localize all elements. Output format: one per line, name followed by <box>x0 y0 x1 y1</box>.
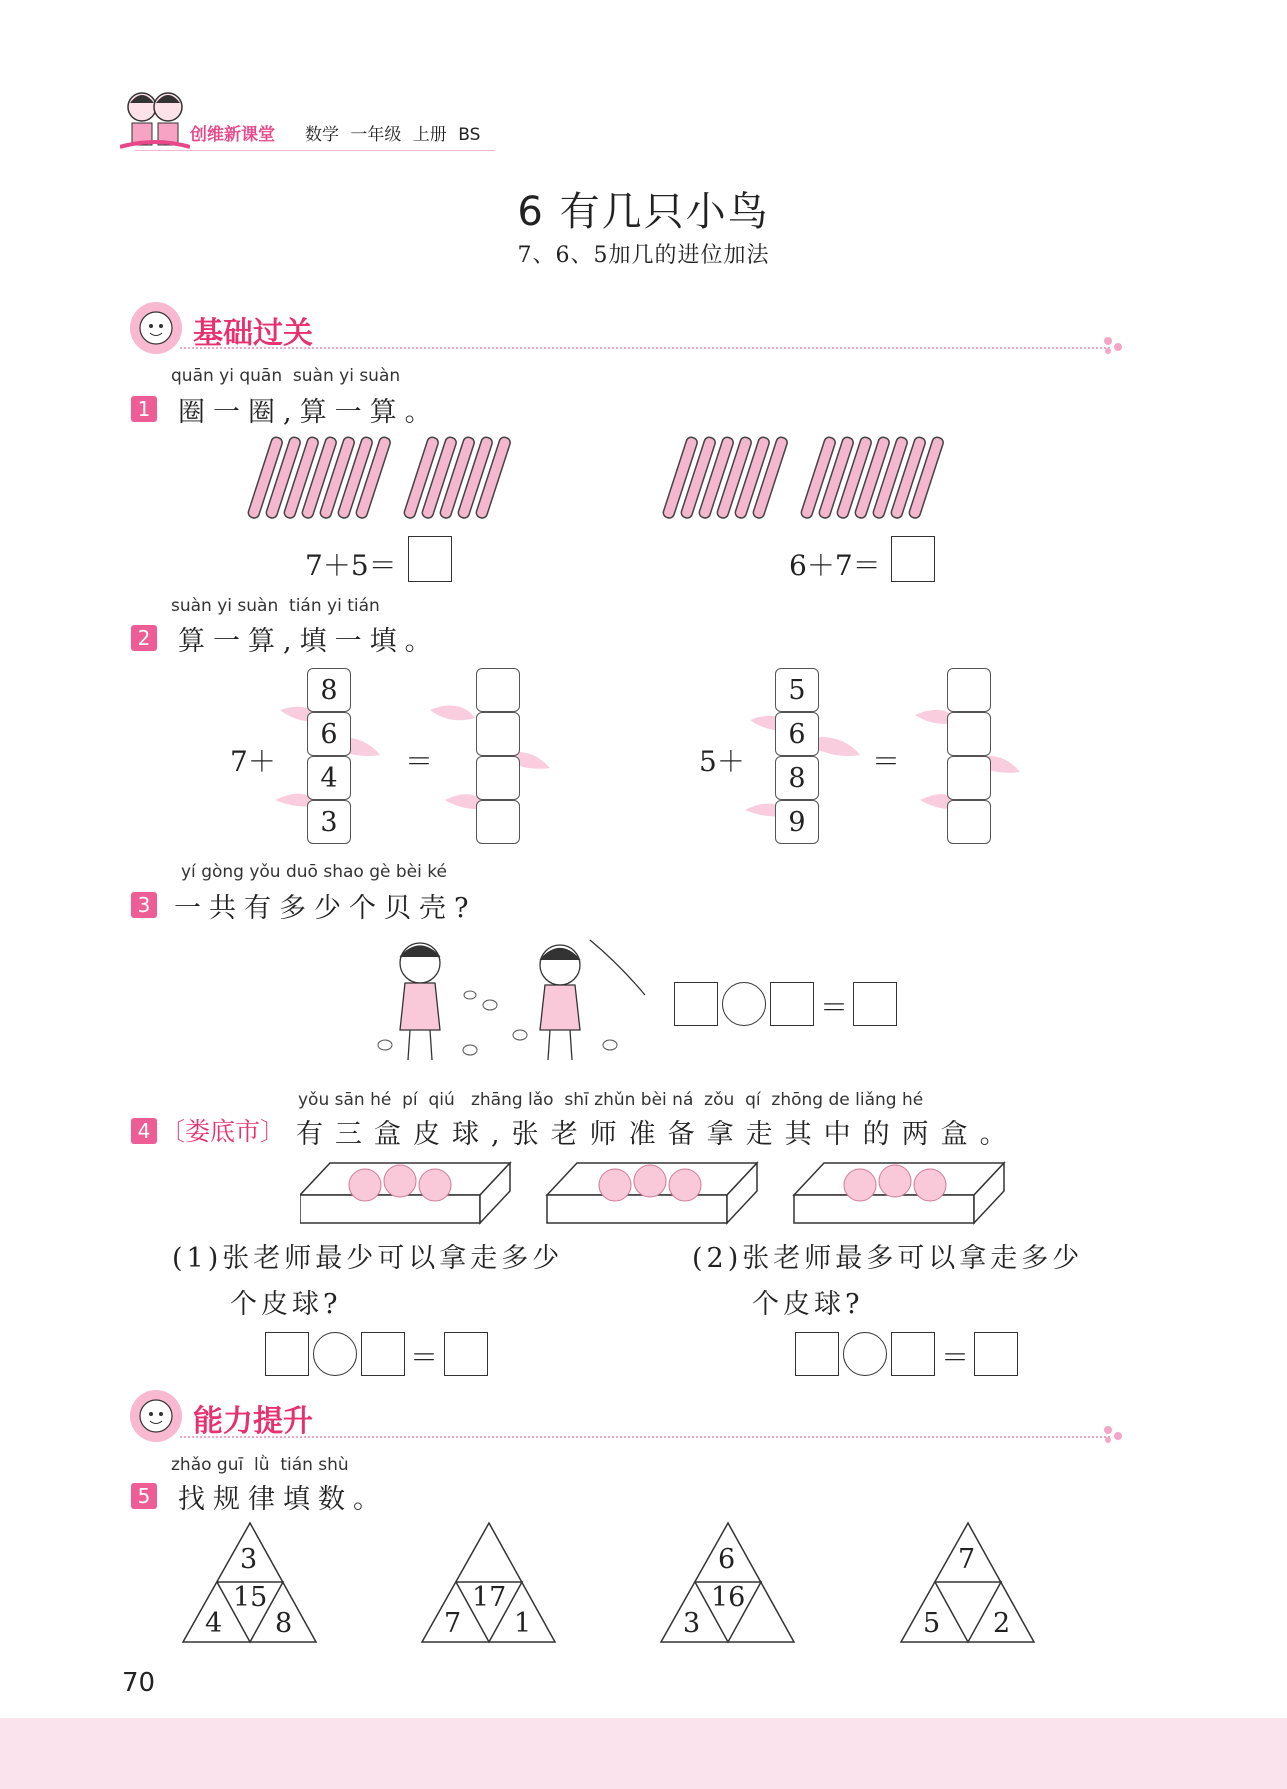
q1-text: 圈一圈,算一算。 <box>178 397 440 428</box>
bamboo-answer-segment[interactable] <box>476 756 520 800</box>
bamboo-segment: 5 <box>775 668 819 712</box>
q2-right-prefix: 5＋ <box>699 745 745 778</box>
mascot-kids-logo <box>120 85 190 155</box>
number-triangle-3 <box>658 1520 803 1645</box>
q4-2-result-box[interactable] <box>974 1332 1018 1376</box>
q1-equation-right: 6＋7＝ <box>789 549 881 582</box>
bamboo-segment: 3 <box>307 800 351 844</box>
number-triangle-1 <box>180 1520 325 1645</box>
lesson-title: 6 有几只小鸟 <box>517 189 770 235</box>
q4-sub2-line1: (2)张老师最多可以拿走多少 <box>692 1243 1084 1274</box>
q4-sub1-line1: (1)张老师最少可以拿走多少 <box>172 1243 564 1274</box>
bamboo-segment: 9 <box>775 800 819 844</box>
q2-right-answer-bamboo <box>947 668 991 844</box>
triangle-center-number[interactable]: 16 <box>711 1582 746 1613</box>
triangle-right-number[interactable]: 2 <box>993 1608 1011 1639</box>
q3-box-2[interactable] <box>770 982 814 1026</box>
q1-number: 1 <box>131 396 157 422</box>
q2-right-equals: ＝ <box>872 745 901 778</box>
q4-text: 有三盒皮球,张老师准备拿走其中的两盒。 <box>296 1119 1019 1150</box>
triangle-outline <box>898 1520 1043 1645</box>
counting-sticks-7-5 <box>245 432 575 528</box>
q4-1-equals: ＝ <box>410 1341 439 1374</box>
q4-2-operator-circle[interactable] <box>843 1332 887 1376</box>
footer-band <box>0 1718 1287 1789</box>
triangle-left-number[interactable]: 7 <box>444 1608 462 1639</box>
q5-number: 5 <box>131 1483 157 1509</box>
subject-label: 数学 一年级 上册 BS <box>305 125 481 145</box>
q4-1-box-1[interactable] <box>265 1332 309 1376</box>
q4-2-box-2[interactable] <box>891 1332 935 1376</box>
q4-sub1-line2: 个皮球? <box>230 1289 342 1320</box>
q2-left-prefix: 7＋ <box>230 745 276 778</box>
q3-equals: ＝ <box>820 991 849 1024</box>
triangle-left-number[interactable]: 4 <box>205 1608 223 1639</box>
q2-right-bamboo <box>775 668 819 844</box>
bamboo-segment: 6 <box>775 712 819 756</box>
q5-text: 找规律填数。 <box>178 1484 388 1515</box>
q1-answer-box-left[interactable] <box>408 536 452 582</box>
q1-answer-box-right[interactable] <box>891 536 935 582</box>
q5-pinyin: zhǎo guī lǜ tián shù <box>171 1455 349 1475</box>
ball-boxes-illustration <box>300 1155 1010 1227</box>
q4-2-equals: ＝ <box>941 1341 970 1374</box>
bamboo-segment: 4 <box>307 756 351 800</box>
triangle-top-number[interactable]: 3 <box>240 1544 258 1575</box>
bamboo-answer-segment[interactable] <box>476 668 520 712</box>
section-divider <box>180 1436 1110 1438</box>
q4-source-tag: 〔娄底市〕 <box>160 1117 286 1146</box>
q4-1-box-2[interactable] <box>361 1332 405 1376</box>
bamboo-answer-segment[interactable] <box>947 756 991 800</box>
triangle-center-number[interactable]: 15 <box>233 1582 268 1613</box>
header-divider <box>135 150 495 151</box>
q1-pinyin: quān yi quān suàn yi suàn <box>171 366 401 386</box>
bamboo-segment: 8 <box>307 668 351 712</box>
bamboo-answer-segment[interactable] <box>947 668 991 712</box>
q3-number: 3 <box>131 892 157 918</box>
bamboo-answer-segment[interactable] <box>947 712 991 756</box>
brand-name: 创维新课堂 <box>190 125 275 145</box>
q4-number: 4 <box>131 1118 157 1144</box>
page-number: 70 <box>122 1668 156 1698</box>
q3-pinyin: yí gòng yǒu duō shao gè bèi ké <box>181 862 447 882</box>
bamboo-answer-segment[interactable] <box>476 800 520 844</box>
section-title-advanced: 能力提升 <box>193 1404 313 1439</box>
q4-2-box-1[interactable] <box>795 1332 839 1376</box>
q3-box-1[interactable] <box>674 982 718 1026</box>
decor-dots-icon <box>1100 333 1130 357</box>
q2-left-answer-bamboo <box>476 668 520 844</box>
section-divider <box>180 347 1110 349</box>
q3-text: 一共有多少个贝壳? <box>174 893 477 924</box>
triangle-right-number[interactable]: 8 <box>275 1608 293 1639</box>
triangle-right-number[interactable]: 1 <box>514 1608 532 1639</box>
q4-1-result-box[interactable] <box>444 1332 488 1376</box>
q1-equation-left: 7＋5＝ <box>305 549 397 582</box>
q2-left-equals: ＝ <box>405 745 434 778</box>
triangle-top-number[interactable]: 7 <box>958 1544 976 1575</box>
triangle-center-number[interactable]: 17 <box>472 1582 507 1613</box>
number-triangle-4 <box>898 1520 1043 1645</box>
bamboo-segment: 6 <box>307 712 351 756</box>
q4-1-operator-circle[interactable] <box>313 1332 357 1376</box>
girls-collecting-shells-illustration <box>370 935 650 1070</box>
triangle-left-number[interactable]: 3 <box>683 1608 701 1639</box>
bamboo-answer-segment[interactable] <box>947 800 991 844</box>
q2-number: 2 <box>131 625 157 651</box>
counting-sticks-6-7 <box>660 432 1010 528</box>
q3-result-box[interactable] <box>853 982 897 1026</box>
decor-dots-icon <box>1100 1422 1130 1446</box>
q2-pinyin: suàn yi suàn tián yi tián <box>171 596 380 616</box>
q2-text: 算一算,填一填。 <box>178 626 440 657</box>
section-mascot-icon <box>128 1388 184 1444</box>
q4-pinyin: yǒu sān hé pí qiú zhāng lǎo shī zhǔn bèi ná zǒu qí zhōng de liǎng hé <box>298 1090 924 1110</box>
triangle-top-number[interactable]: 6 <box>718 1544 736 1575</box>
bamboo-segment: 8 <box>775 756 819 800</box>
q3-operator-circle[interactable] <box>722 982 766 1026</box>
lesson-subtitle: 7、6、5加几的进位加法 <box>517 243 770 268</box>
bamboo-answer-segment[interactable] <box>476 712 520 756</box>
q2-left-bamboo <box>307 668 351 844</box>
section-title-basic: 基础过关 <box>193 316 313 351</box>
section-mascot-icon <box>128 300 184 356</box>
number-triangle-2 <box>419 1520 564 1645</box>
triangle-left-number[interactable]: 5 <box>923 1608 941 1639</box>
q4-sub2-line2: 个皮球? <box>752 1289 864 1320</box>
